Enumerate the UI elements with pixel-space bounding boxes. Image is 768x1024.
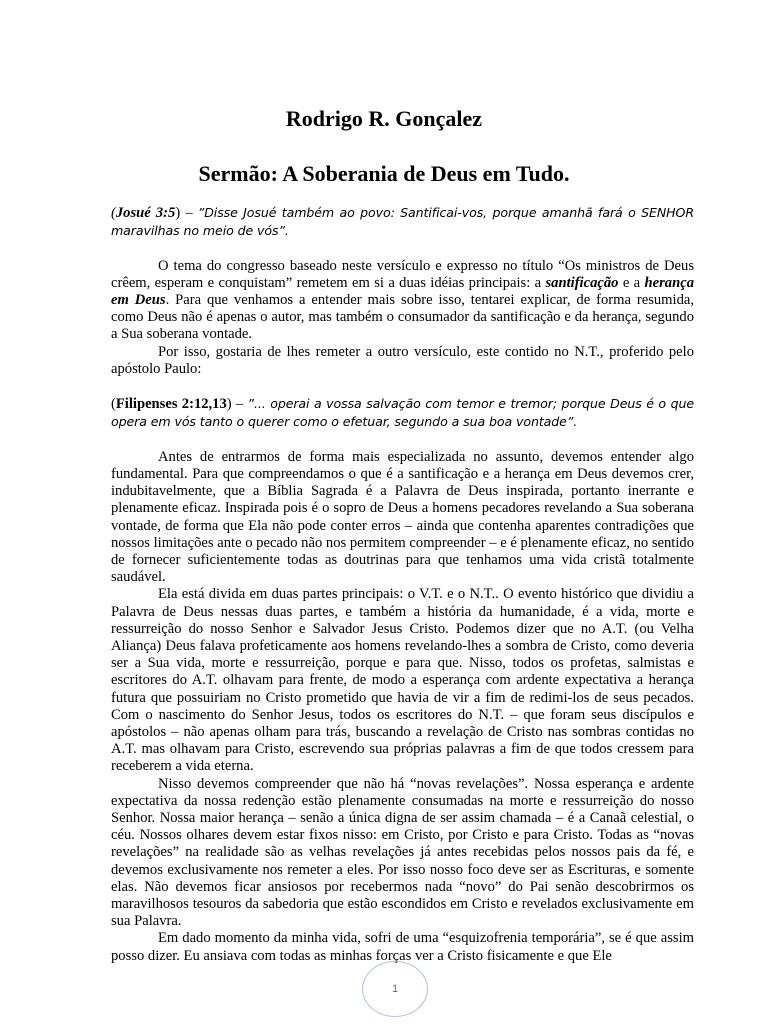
sermon-body (111, 204, 694, 965)
paragraph-revelations: Nisso devemos compreender que não há “novas revelações”. Nossa esperança e ardente expectativa da nossa redenção estão plenamente consumadas na morte e ressurreição do nosso Senhor. Nossa maior herança – senão a única digna de ser assim chamada – é a Canaã celestial, o céu. Nossos olhares devem estar fixos nisso: em Cristo, por Cristo e para Cristo. Todas as “novas revelações” na realidade são as velhas revelações já antes recebidas pelos nossos pais da fé, e devemos exclusivamente nos remeter a eles. Por isso nosso foco deve ser as Escrituras, e somente elas. Não devemos ficar ansiosos por recebermos nada “novo” do Pai senão descobrirmos os maravilhosos tesouros da sabedoria que estão escondidos em Cristo e revelados exclusivamente em sua Palavra. (111, 775, 694, 930)
verse-close-paren: ) – (226, 396, 248, 413)
paragraph-testimony: Em dado momento da minha vida, sofri de uma “esquizofrenia temporária”, se é que assim posso dizer. Eu ansiava com todas as minhas forças ver a Cristo fisicamente e que Ele (111, 930, 694, 964)
term-santificacao: santificação (545, 274, 619, 291)
verse-text: ”Disse Josué também ao povo: Santificai-vos, porque amanhã fará o SENHOR maravilhas no meio de vós”. (111, 205, 694, 239)
paragraph-scripture: Antes de entrarmos de forma mais especializada no assunto, devemos entender algo fundamental. Para que compreendamos o que é a santificação e a herança em Deus devemos crer, indubitavelmente, que a Bíblia Sagrada é a Palavra de Deus inspirada, portanto inerrante e plenamente eficaz. Inspirada pois é o sopro de Deus a homens pecadores revelando a Sua soberana vontade, de forma que Ela não pode conter erros – ainda que contenha aparentes contradições que nossos limitações ante o pecado não nos permitem compreender – e é plenamente eficaz, no sentido de fornecer suficientemente todas as doutrinas para que tenhamos uma vida cristã totalmente saudável. (111, 448, 694, 586)
paragraph-testaments: Ela está divida em duas partes principais: o V.T. e o N.T.. O evento histórico que dividiu a Palavra de Deus nessas duas partes, e também a história da humanidade, é a vida, morte e ressurreição do nosso Senhor e Salvador Jesus Cristo. Podemos dizer que no A.T. (ou Velha Aliança) Deus falava profeticamente aos homens revelando-lhes a sombra de Cristo, como deveria ser a Sua vida, morte e ressurreição, porque e para que. Nisso, todos os profetas, salmistas e escritores do A.T. olhavam para frente, de modo a esperança com ardente expectativa a herança futura que possuiriam no Cristo prometido que havia de vir a fim de redimi-los de seus pecados. Com o nascimento do Senhor Jesus, todos os escritores do N.T. – que foram seus discípulos e apóstolos – não apenas olham para trás, buscando a revelação de Cristo nas sombras contidas no A.T. mas olhavam para Cristo, escrevendo sua próprias palavras a fim de que todos cressem para receberem a vida eterna. (111, 586, 694, 775)
verse-text: ”... operai a vossa salvação com temor e tremor; porque Deus é o que opera em vós tanto o querer como o efetuar, segundo a sua boa vontade”. (111, 396, 694, 430)
page-number: 1 (391, 983, 399, 995)
page-number-badge (362, 961, 428, 1017)
paragraph-theme (111, 258, 694, 344)
verse-reference: Josué 3:5 (115, 205, 176, 221)
paragraph-theme-part-a: O tema do congresso baseado neste versículo e expresso no título “Os ministros de Deus crêem, esperam e conquistam” remetem em si a duas idéias principais: a (111, 257, 694, 291)
sermon-title: Sermão: A Soberania de Deus em Tudo. (198, 161, 570, 186)
paragraph-theme-part-c: e a (618, 274, 645, 291)
verse-filipenses (111, 395, 694, 431)
verse-close-paren: ) – (175, 205, 198, 221)
verse-open-paren: ( (111, 205, 116, 221)
verse-josue (111, 204, 694, 240)
verse-open-paren: ( (111, 396, 116, 413)
term-heranca-em-deus: herança em Deus (111, 274, 694, 308)
verse-reference: Filipenses 2:12,13 (115, 396, 227, 413)
paragraph-theme-part-e: . Para que venhamos a entender mais sobre isso, tentarei explicar, de forma resumida, como Deus não é apenas o autor, mas também o consumador da santificação e da herança, segundo a Sua soberana vontade. (111, 292, 695, 343)
paragraph-intro-paulo: Por isso, gostaria de lhes remeter a outro versículo, este contido no N.T., proferido pelo apóstolo Paulo: (111, 343, 694, 377)
author-name: Rodrigo R. Gonçalez (285, 106, 483, 131)
